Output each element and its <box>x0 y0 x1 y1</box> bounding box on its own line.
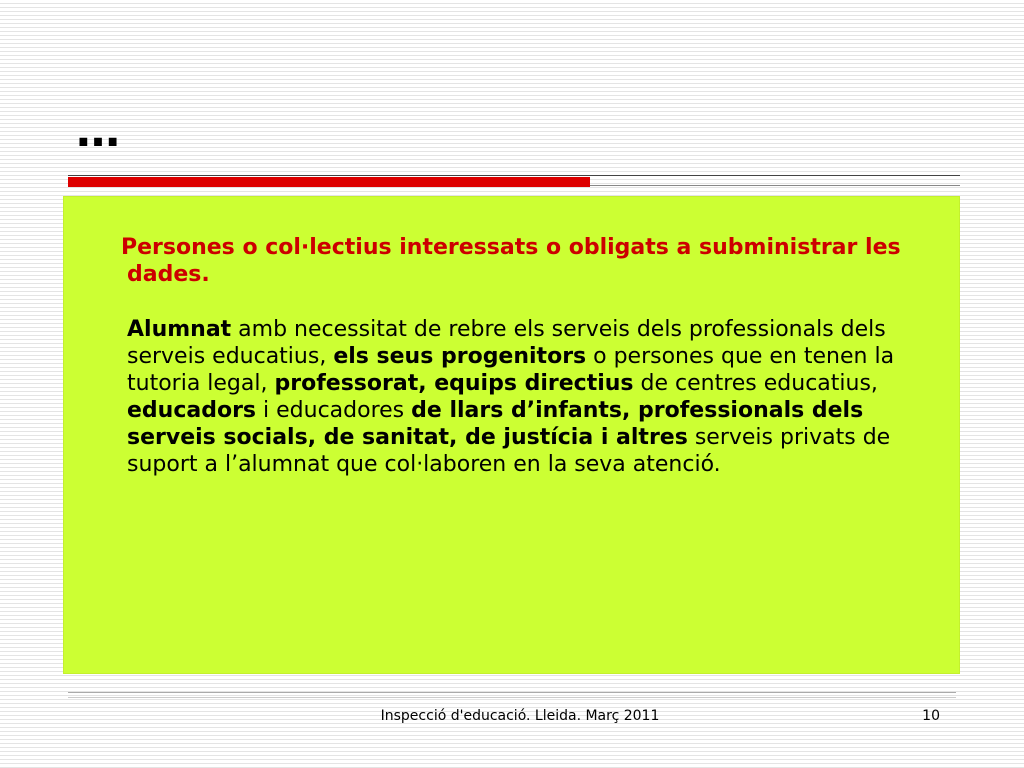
footer-rule <box>68 692 956 693</box>
title-accent-bar <box>68 177 590 187</box>
footer-text: Inspecció d'educació. Lleida. Març 2011 <box>380 708 660 724</box>
paragraph-segment: o persones que en tenen la tutoria legal, <box>127 344 895 396</box>
content-area <box>121 234 927 478</box>
content-heading-text: Persones o col·lectius interessats o obligats a subministrar les dades. <box>121 235 901 287</box>
page-number: 10 <box>922 708 940 724</box>
paragraph-segment: educadors <box>127 398 257 423</box>
paragraph-segment: Alumnat <box>127 317 232 342</box>
content-paragraph <box>127 316 927 478</box>
content-heading <box>121 234 927 288</box>
paragraph-segment: de llars d’infants, professionals dels serveis socials, de sanitat, de justícia i altres <box>127 398 864 450</box>
paragraph-segment: de centres educatius, <box>633 371 878 396</box>
footer-rule-secondary <box>68 697 956 698</box>
title-secondary-rule <box>590 185 960 186</box>
title-underline-rule <box>68 175 960 176</box>
paragraph-segment: serveis privats de suport a l’alumnat que col·laboren en la seva atenció. <box>127 425 891 477</box>
paragraph-segment: i educadores <box>256 398 412 423</box>
slide-title: … <box>76 106 122 157</box>
paragraph-segment: els seus progenitors <box>333 344 587 369</box>
paragraph-segment: professorat, equips directius <box>274 371 634 396</box>
paragraph-segment: amb necessitat de rebre els serveis dels professionals dels serveis educatius, <box>127 317 886 369</box>
